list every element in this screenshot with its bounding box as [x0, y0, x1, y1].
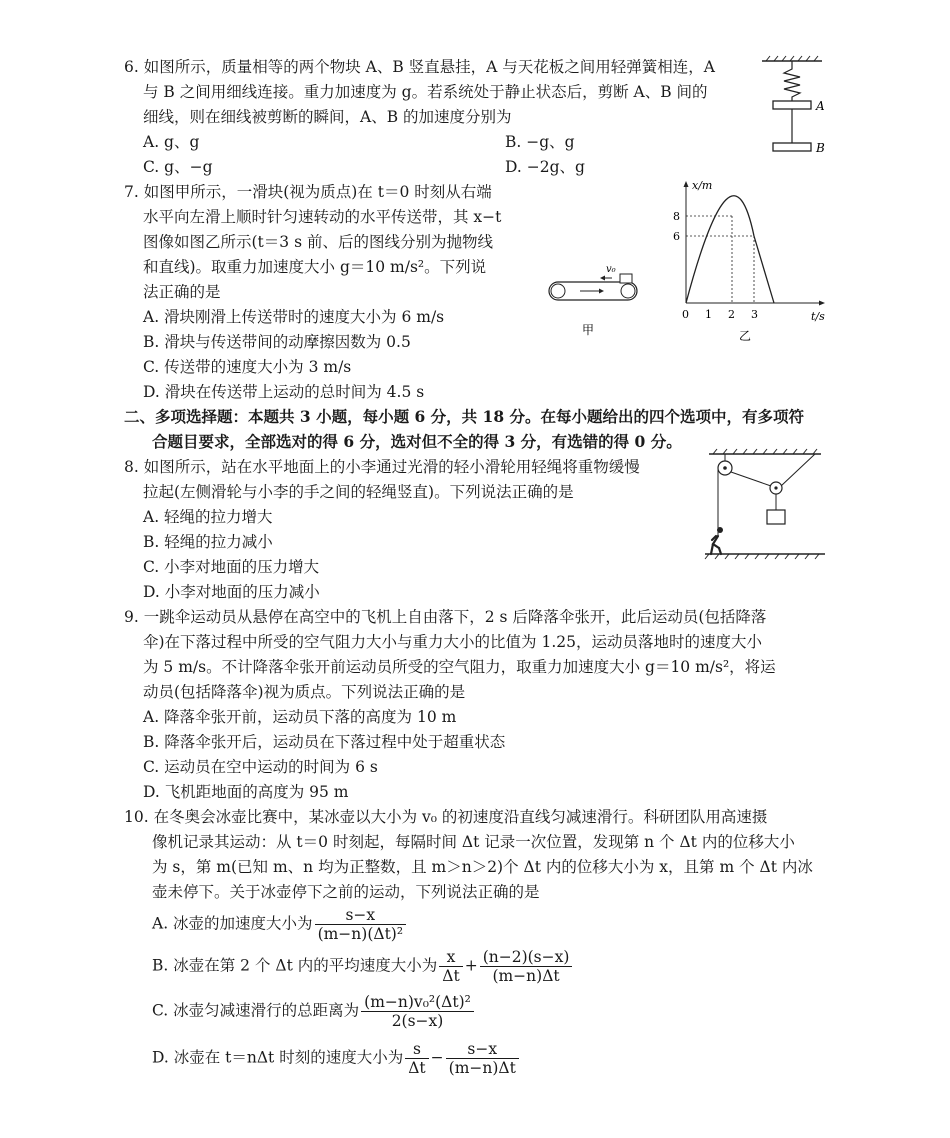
q10-b-num2: (n−2)(s−x): [480, 948, 573, 967]
q10-d-minus: −: [430, 1048, 444, 1067]
q7-ytick-6: 6: [673, 230, 680, 243]
q7-option-c: C. 传送带的速度大小为 3 m/s: [143, 358, 352, 376]
q10-b-den1: Δt: [442, 967, 460, 985]
q10-d-num1: s: [405, 1040, 428, 1059]
q7-line-3: 图像如图乙所示(t＝3 s 前、后的图线分别为抛物线: [143, 233, 493, 251]
q8-option-c: C. 小李对地面的压力增大: [143, 558, 320, 576]
q6-line-3: 细线，则在细线被剪断的瞬间，A、B 的加速度分别为: [143, 108, 512, 126]
q7-line-4: 和直线)。取重力加速度大小 g＝10 m/s²。下列说: [143, 258, 487, 276]
q10-b-num1: x: [439, 948, 462, 967]
q9-option-c: C. 运动员在空中运动的时间为 6 s: [143, 758, 378, 776]
q7-xlabel: t/s: [811, 310, 825, 323]
q10-line-3: 为 s，第 m(已知 m、n 均为正整数，且 m＞n＞2)个 Δt 内的位移大小为 x，且第 m 个 Δt 内冰: [152, 858, 813, 876]
q7-xtick-3: 3: [751, 308, 758, 321]
q7-xt-graph: [665, 175, 830, 347]
q7-option-b: B. 滑块与传送带间的动摩擦因数为 0.5: [143, 333, 411, 351]
q10-b-den2: (m−n)Δt: [492, 967, 560, 985]
q7-ylabel: x/m: [692, 179, 713, 192]
q8-line-2: 拉起(左侧滑轮与小李的手之间的轻绳竖直)。下列说法正确的是: [143, 483, 574, 501]
q10-d-den1: Δt: [408, 1059, 426, 1077]
section2-line-2: 合题目要求，全部选对的得 6 分，选对但不全的得 3 分，有选错的得 0 分。: [152, 432, 682, 451]
q10-d-den2: (m−n)Δt: [448, 1059, 516, 1077]
q10-c-prefix: C. 冰壶匀减速滑行的总距离为: [152, 1001, 360, 1020]
q8-line-1: 8. 如图所示，站在水平地面上的小李通过光滑的轻小滑轮用轻绳将重物缓慢: [124, 458, 640, 476]
q10-line-2: 像机记录其运动：从 t＝0 时刻起，每隔时间 Δt 记录一次位置，发现第 n 个 Δt 内的位移大小: [152, 833, 795, 851]
q6-label-b: B: [816, 141, 825, 155]
q10-c-den: 2(s−x): [391, 1012, 444, 1030]
q7-line-5: 法正确的是: [143, 283, 221, 301]
q10-d-fraction-2: [446, 1040, 519, 1077]
q7-option-a: A. 滑块刚滑上传送带时的速度大小为 6 m/s: [143, 308, 445, 326]
q6-option-a: A. g、g: [143, 133, 200, 151]
q9-line-4: 动员(包括降落伞)视为质点。下列说法正确的是: [143, 683, 466, 701]
q10-b-fraction-2: [480, 948, 573, 985]
q10-a-den: (m−n)(Δt)²: [317, 925, 404, 943]
q8-option-a: A. 轻绳的拉力增大: [143, 508, 273, 526]
q7-line-2: 水平向左滑上顺时针匀速转动的水平传送带，其 x−t: [143, 208, 502, 226]
q10-line-4: 壶未停下。关于冰壶停下之前的运动，下列说法正确的是: [152, 883, 540, 901]
q6-option-c: C. g、−g: [143, 158, 213, 176]
q7-ytick-8: 8: [673, 210, 680, 223]
q6-line-2: 与 B 之间用细线连接。重力加速度为 g。若系统处于静止状态后，剪断 A、B 间的: [143, 83, 708, 101]
q7-xtick-0: 0: [682, 308, 689, 321]
q10-c-fraction: [361, 993, 474, 1030]
q10-b-plus: +: [464, 956, 478, 975]
q7-caption-jia: 甲: [582, 323, 595, 337]
q10-d-num2: s−x: [446, 1040, 519, 1059]
q6-option-d: D. −2g、g: [505, 158, 585, 176]
q6-option-b: B. −g、g: [505, 133, 575, 151]
q8-option-b: B. 轻绳的拉力减小: [143, 533, 273, 551]
q7-v0-label: v₀: [606, 264, 616, 275]
q7-xtick-2: 2: [728, 308, 735, 321]
q10-line-1: 10. 在冬奥会冰壶比赛中，某冰壶以大小为 v₀ 的初速度沿直线匀减速滑行。科研团队用高速摄: [124, 808, 768, 826]
q9-option-a: A. 降落伞张开前，运动员下落的高度为 10 m: [143, 708, 457, 726]
q10-a-prefix: A. 冰壶的加速度大小为: [152, 914, 313, 933]
q7-xtick-1: 1: [705, 308, 712, 321]
section2-line-1: 二、多项选择题：本题共 3 小题，每小题 6 分，共 18 分。在每小题给出的四个选项中，有多项符: [124, 407, 805, 426]
q9-line-3: 为 5 m/s。不计降落伞张开前运动员所受的空气阻力，取重力加速度大小 g＝10 m/s²，将运: [143, 658, 776, 676]
q8-option-d: D. 小李对地面的压力减小: [143, 583, 320, 601]
q10-option-a: [152, 906, 408, 943]
q10-b-fraction-1: [439, 948, 462, 985]
q7-caption-yi: 乙: [739, 329, 752, 343]
q6-line-1: 6. 如图所示，质量相等的两个物块 A、B 竖直悬挂，A 与天花板之间用轻弹簧相连，A: [124, 58, 715, 76]
q9-option-b: B. 降落伞张开后，运动员在下落过程中处于超重状态: [143, 733, 506, 751]
q10-option-b: [152, 948, 574, 985]
q10-a-num: s−x: [315, 906, 407, 925]
q10-b-prefix: B. 冰壶在第 2 个 Δt 内的平均速度大小为: [152, 956, 438, 975]
q7-option-d: D. 滑块在传送带上运动的总时间为 4.5 s: [143, 383, 425, 401]
q10-d-prefix: D. 冰壶在 t＝nΔt 时刻的速度大小为: [152, 1048, 404, 1067]
q6-spring-figure: [760, 55, 830, 165]
q7-line-1: 7. 如图甲所示，一滑块(视为质点)在 t＝0 时刻从右端: [124, 183, 492, 201]
q9-line-2: 伞)在下落过程中所受的空气阻力大小与重力大小的比值为 1.25，运动员落地时的速度大小: [143, 633, 762, 651]
q8-pulley-figure: [703, 448, 828, 566]
q10-option-d: [152, 1040, 521, 1077]
q10-c-num: (m−n)v₀²(Δt)²: [361, 993, 474, 1012]
q9-option-d: D. 飞机距地面的高度为 95 m: [143, 783, 349, 801]
q6-label-a: A: [816, 99, 825, 113]
q9-line-1: 9. 一跳伞运动员从悬停在高空中的飞机上自由落下，2 s 后降落伞张开，此后运动员(包括降落: [124, 608, 767, 626]
q10-a-fraction: [315, 906, 407, 943]
q10-option-c: [152, 993, 476, 1030]
q10-d-fraction-1: [405, 1040, 428, 1077]
q7-conveyor-figure: [540, 262, 650, 342]
